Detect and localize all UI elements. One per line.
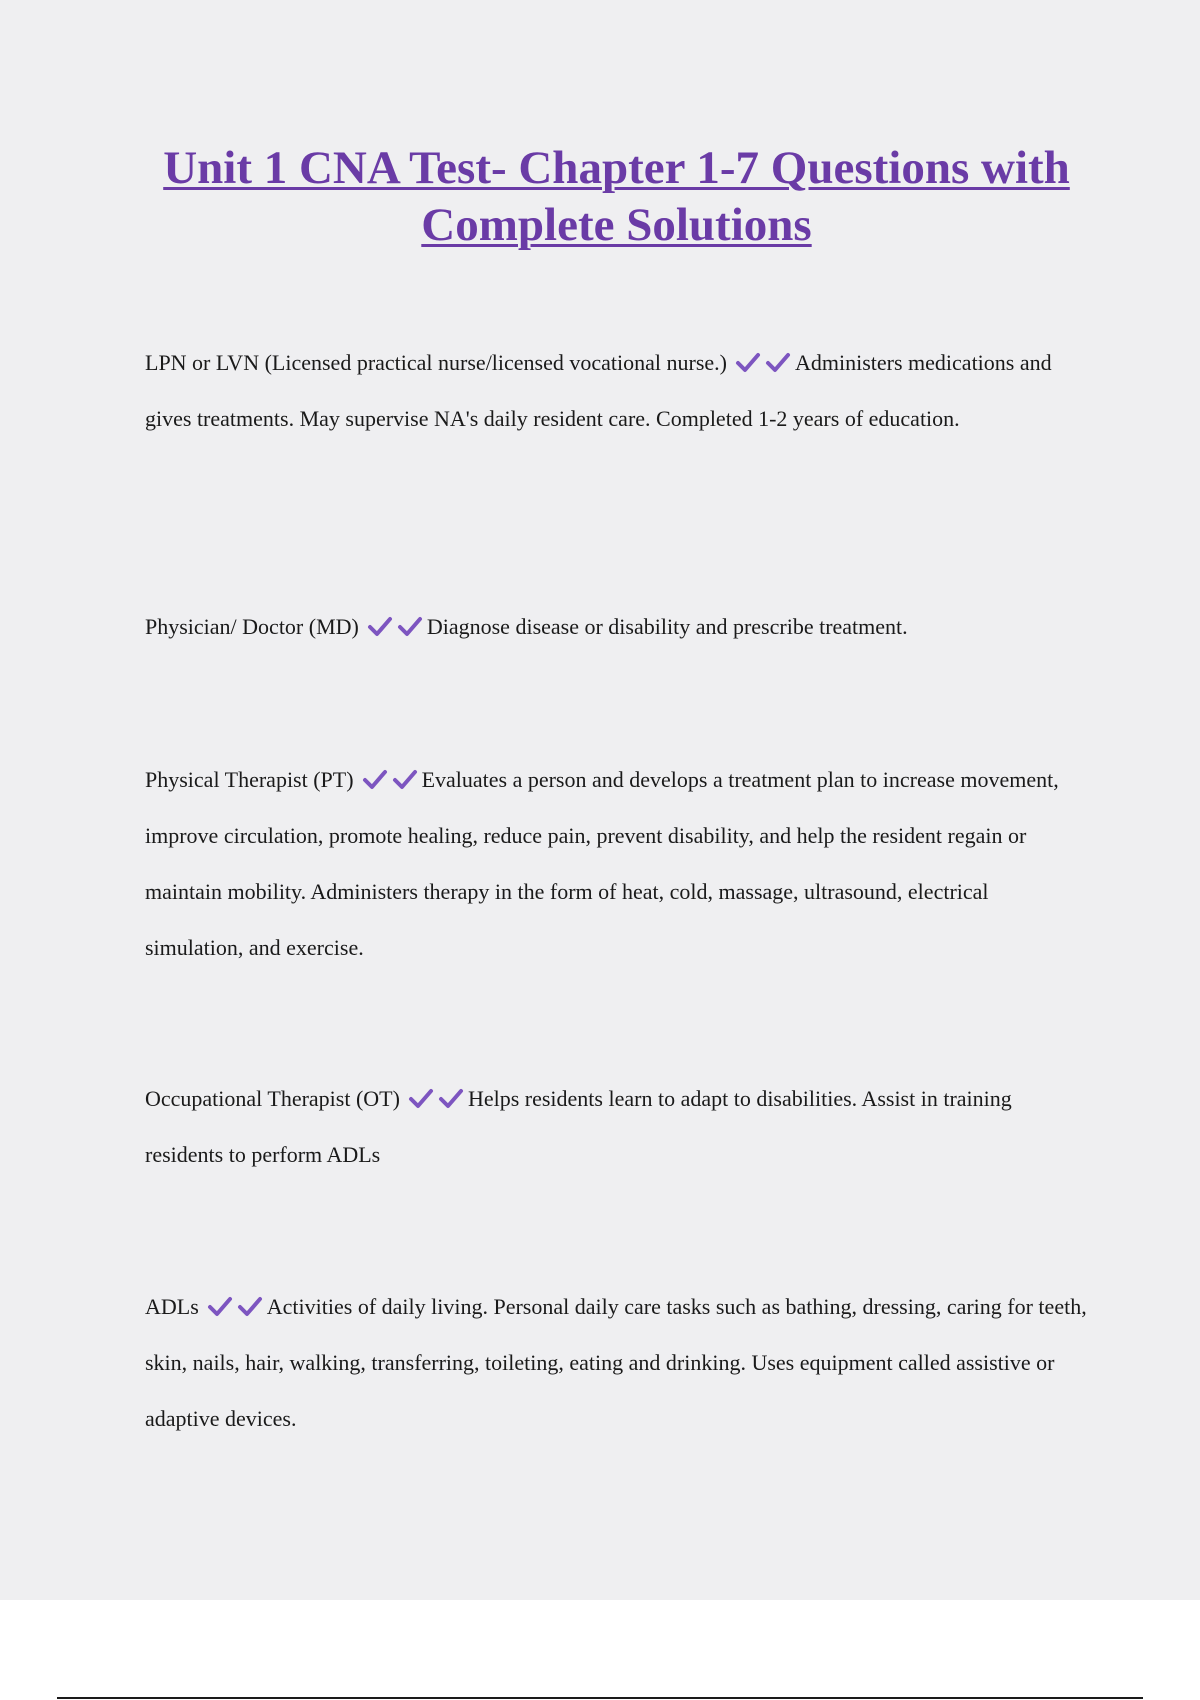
entry-term: LPN or LVN (Licensed practical nurse/licensed vocational nurse.) [145,350,727,375]
check-mark-icon [735,351,761,373]
entry-definition: Activities of daily living. Personal daily care tasks such as bathing, dressing, caring for teeth, skin, nails, hair, walking, transferring, toileting, eating and drinking. Uses equipment called assistive or adaptive devices. [145,1294,1087,1431]
check-mark-icon [408,1087,434,1109]
check-mark-icon [237,1295,263,1317]
check-mark-icon [367,615,393,637]
footer-divider [57,1697,1143,1699]
qa-entry [145,752,1090,976]
check-mark-icon [438,1087,464,1109]
check-mark-icon [207,1295,233,1317]
check-mark-icon [765,351,791,373]
entry-definition: Evaluates a person and develops a treatment plan to increase movement, improve circulation, promote healing, reduce pain, prevent disability, and help the resident regain or maintain mobility. Administers therapy in the form of heat, cold, massage, ultrasound, electrical simulation, and exercise. [145,767,1059,960]
qa-entry [145,1279,1090,1447]
entry-definition: Helps residents learn to adapt to disabilities. Assist in training residents to perform ADLs [145,1086,1012,1167]
entry-definition: Administers medications and gives treatments. May supervise NA's daily resident care. Completed 1-2 years of education. [145,350,1052,431]
entry-term: ADLs [145,1294,199,1319]
entry-definition: Diagnose disease or disability and prescribe treatment. [426,614,908,639]
check-mark-icon [392,768,418,790]
qa-entry [145,1071,1090,1183]
entry-term: Occupational Therapist (OT) [145,1086,400,1111]
qa-entry [145,335,1090,447]
entry-term: Physician/ Doctor (MD) [145,614,359,639]
entry-term: Physical Therapist (PT) [145,767,354,792]
check-mark-icon [397,615,423,637]
document-title: Unit 1 CNA Test- Chapter 1-7 Questions with Complete Solutions [163,142,1070,251]
qa-entry [145,599,1090,655]
check-mark-icon [362,768,388,790]
